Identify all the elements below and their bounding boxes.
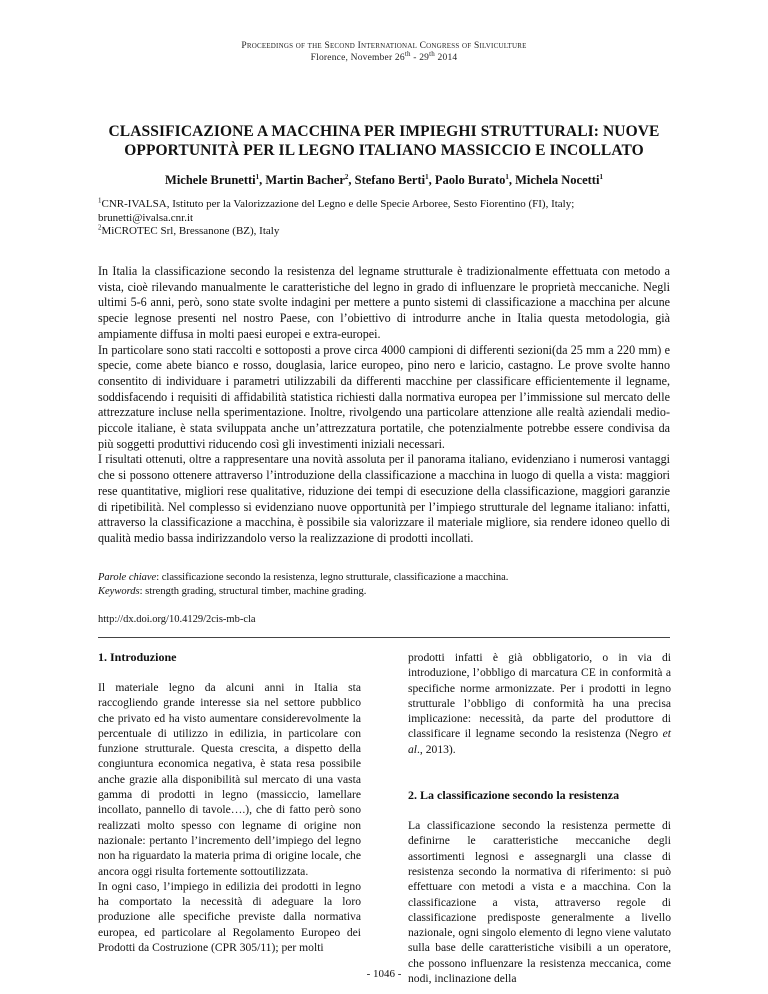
body-paragraph: In ogni caso, l’impiego in edilizia dei prodotti in legno ha comportato la necessità di adeguare la loro produzione alle specifiche previste dalla normativa europea, ed particolare al Regolamento Europeo dei Prodotti da Costruzione (CPR 305/11); per molti xyxy=(98,879,361,955)
abstract xyxy=(98,264,670,547)
affiliation-2: $^2$MiCROTEC Srl, Bressanone (BZ), Italy xyxy=(98,223,280,238)
keywords-italian: Parole chiave: classificazione secondo la resistenza, legno strutturale, classificazione a macchina. xyxy=(98,572,509,583)
section-heading-introduzione: 1. Introduzione xyxy=(98,650,177,664)
author: Paolo Burato$^1$ xyxy=(434,172,509,187)
paper-title xyxy=(90,122,678,160)
page-number: - 1046 - xyxy=(366,968,402,980)
author: Stefano Berti$^1$ xyxy=(354,172,429,187)
keywords-english: Keywords: strength grading, structural timber, machine grading. xyxy=(98,585,367,597)
affiliation-1: $^1$CNR-IVALSA, Istituto per la Valorizzazione del Legno e delle Specie Arboree, Sesto Fiorentino (FI), Italy; xyxy=(98,196,575,210)
author: Michele Brunetti$^1$ xyxy=(165,172,260,187)
abstract-paragraph: In Italia la classificazione secondo la resistenza del legname strutturale è tradizionalmente effettuata con metodo a vista, cioè rilevando manualmente le caratteristiche del legno in grado di influenzare le proprietà meccaniche. Negli ultimi 5-6 anni, però, sono state svolte indagini per mettere a punto sistemi di classificazione a macchina per alcune specie legnose presenti nel nostro Paese, con l’obiettivo di introdurre anche in Italia questa metodologia, già ampiamente diffusa in molti paesi europei e extra-europei. xyxy=(98,264,670,341)
proceedings-title: Proceedings of the Second International Congress of Silviculture xyxy=(241,41,527,51)
congress-location-date: Florence, November 26th - 29th 2014 xyxy=(310,49,458,63)
doi-link[interactable]: http://dx.doi.org/10.4129/2cis-mb-cla xyxy=(98,614,256,625)
abstract-paragraph: In particolare sono stati raccolti e sottoposti a prove circa 4000 campioni di differenti sezioni(da 25 mm a 220 mm) e specie, come abete bianco e rosso, douglasia, larice europeo, pino nero e laricio, castagno. Le prove svolte hanno consentito di individuare i parametri utilizzabili da differenti macchine per classificare efficientemente il legname, soddisfacendo i requisiti di affidabilità statistica richiesti dalla normativa europea per l’immissione sul mercato delle attrezzature incluse nella sperimentazione. Inoltre, rivolgendo una particolare attenzione alle realtà aziendali medio-piccole italiane, è stata sviluppata anche un’attrezzatura portatile, che potenzialmente potrebbe essere condivisa da più soggetti produttivi riducendo così gli investimenti iniziali necessari. xyxy=(98,342,670,451)
author: Michela Nocetti$^1$ xyxy=(515,172,603,187)
running-header xyxy=(0,40,768,64)
author: Martin Bacher$^2$ xyxy=(265,172,349,187)
abstract-paragraph: I risultati ottenuti, oltre a rappresentare una novità assoluta per il panorama italiano, evidenziano i numerosi vantaggi che si possono ottenere attraverso l’introduzione della classificazione a macchina in luogo di quella a vista: maggiori rese quantitative, migliori rese qualitative, riduzione dei tempi di esecuzione della classificazione, maggiori garanzie di ripetibilità. Nel complesso si evidenziano nuove opportunità per l’impiego strutturale del legname italiano: infatti, attraverso la classificazione a macchina, è possibile sia valorizzare il materiale migliore, sia rendere idoneo quello di qualità medio bassa indirizzandolo verso la realizzazione di prodotti incollati. xyxy=(98,452,670,545)
left-column xyxy=(98,650,361,955)
title-line-1: CLASSIFICAZIONE A MACCHINA PER IMPIEGHI STRUTTURALI: NUOVE xyxy=(108,123,660,140)
affiliations xyxy=(98,198,678,239)
body-paragraph: Il materiale legno da alcuni anni in Italia sta raccogliendo grande interesse sia nel settore pubblico che privato ed ha visto aumentare considerevolmente la percentuale di utilizzo in edilizia, in particolare con funzione strutturale. Questa crescita, a dispetto della congiuntura economica negativa, è stata resa possibile anche grazie alla disponibilità sul mercato di una vasta gamma di prodotti in legno (massiccio, lamellare incollato, pannello di tavole….), che di fatto però sono realizzati molto spesso con legname di origine non nazionale: pertanto l’incremento dell’impiego del legno non ha riguardato la materia prima di origine locale, che ancora oggi risulta fortemente sottoutilizzata. xyxy=(98,681,361,878)
title-line-2: OPPORTUNITÀ PER IL LEGNO ITALIANO MASSICCIO E INCOLLATO xyxy=(124,142,644,159)
section-divider xyxy=(98,637,670,638)
keywords xyxy=(98,571,670,598)
right-column xyxy=(408,650,671,986)
section-heading-classificazione: 2. La classificazione secondo la resistenza xyxy=(408,788,620,803)
author-email: brunetti@ivalsa.cnr.it xyxy=(98,211,194,224)
body-paragraph: prodotti infatti è già obbligatorio, o in via di introduzione, l’obbligo di marcatura CE in conformità a specifiche norme armonizzate. Per i prodotti in legno strutturale l’obbligo di conformità ha una precisa implicazione: necessità, da parte del produttore di classificare il legname secondo la resistenza (Negro et al., 2013). xyxy=(408,651,671,756)
author-list: Michele Brunetti$^1$, Martin Bacher$^2$, Stefano Berti$^1$, Paolo Burato$^1$, Michela Nocetti$^1$ xyxy=(165,172,603,187)
body-paragraph: La classificazione secondo la resistenza permette di definirne le caratteristiche meccaniche degli assortimenti legnosi e assegnargli una classe di resistenza secondo la normativa di riferimento: si può effettuare con metodi a vista e a macchina. Con la classificazione a vista, attraverso regole di classificazione predisposte generalmente a livello nazionale, ogni singolo elemento di legno viene valutato sulla base delle caratteristiche visibili a un operatore, che possono influenzare la resistenza meccanica, come nodi, inclinazione della xyxy=(408,819,671,986)
